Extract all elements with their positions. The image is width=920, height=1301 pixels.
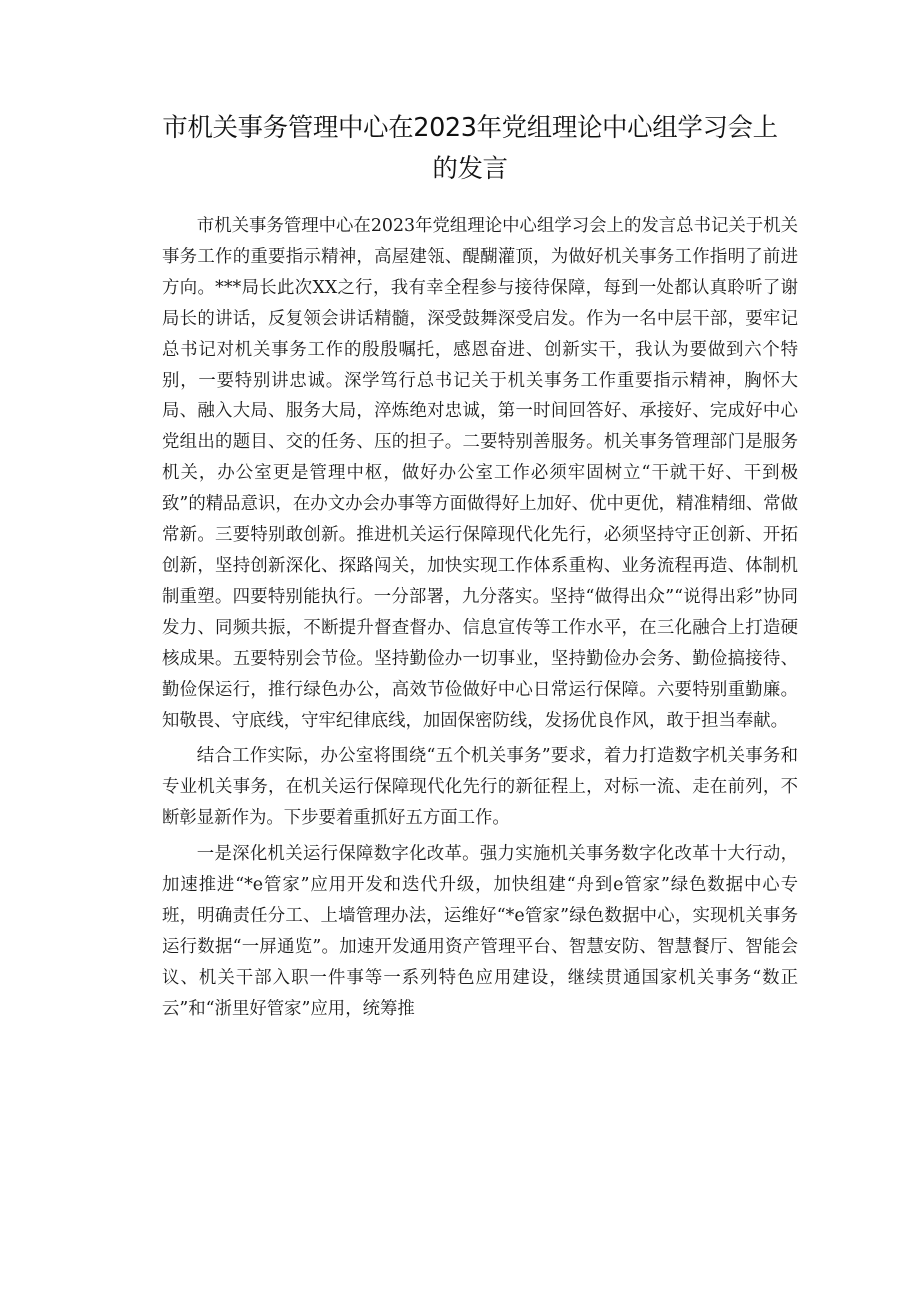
document-title: 市机关事务管理中心在2023年党组理论中心组学习会上的发言 [162,113,778,184]
body-paragraph-3: 一是深化机关运行保障数字化改革。强力实施机关事务数字化改革十大行动，加速推进“*e管家”应用开发和迭代升级，加快组建“舟到e管家”绿色数据中心专班，明确责任分工、上墙管理办法，运维好“*e管家”绿色数据中心，实现机关事务运行数据“一屏通览”。加速开发通用资产管理平台、智慧安防、智慧餐厅、智能会议、机关干部入职一件事等一系列特色应用建设，继续贯通国家机关事务“数正云”和“浙里好管家”应用，统筹推 [162,844,798,1019]
document-body [162,211,798,1030]
body-paragraph-1: 市机关事务管理中心在2023年党组理论中心组学习会上的发言总书记关于机关事务工作的重要指示精神，高屋建瓴、醍醐灌顶，为做好机关事务工作指明了前进方向。***局长此次XX之行，我有幸全程参与接待保障，每到一处都认真聆听了谢局长的讲话，反复领会讲话精髓，深受鼓舞深受启发。作为一名中层干部，要牢记总书记对机关事务工作的殷殷嘱托，感恩奋进、创新实干，我认为要做到六个特别，一要特别讲忠诚。深学笃行总书记关于机关事务工作重要指示精神，胸怀大局、融入大局、服务大局，淬炼绝对忠诚，第一时间回答好、承接好、完成好中心党组出的题目、交的任务、压的担子。二要特别善服务。机关事务管理部门是服务机关，办公室更是管理中枢，做好办公室工作必须牢固树立“干就干好、干到极致”的精品意识，在办文办会办事等方面做得好上加好、优中更优，精准精细、常做常新。三要特别敢创新。推进机关运行保障现代化先行，必须坚持守正创新、开拓创新，坚持创新深化、探路闯关，加快实现工作体系重构、业务流程再造、体制机制重塑。四要特别能执行。一分部署，九分落实。坚持“做得出众”“说得出彩”协同发力、同频共振，不断提升督查督办、信息宣传等工作水平，在三化融合上打造硬核成果。五要特别会节俭。坚持勤俭办一切事业，坚持勤俭办会务、勤俭搞接待、勤俭保运行，推行绿色办公，高效节俭做好中心日常运行保障。六要特别重勤廉。知敬畏、守底线，守牢纪律底线，加固保密防线，发扬优良作风，敢于担当奉献。 [162,216,798,731]
body-paragraph-2: 结合工作实际，办公室将围绕“五个机关事务”要求，着力打造数字机关事务和专业机关事务，在机关运行保障现代化先行的新征程上，对标一流、走在前列，不断彰显新作为。下步要着重抓好五方面工作。 [162,746,798,829]
